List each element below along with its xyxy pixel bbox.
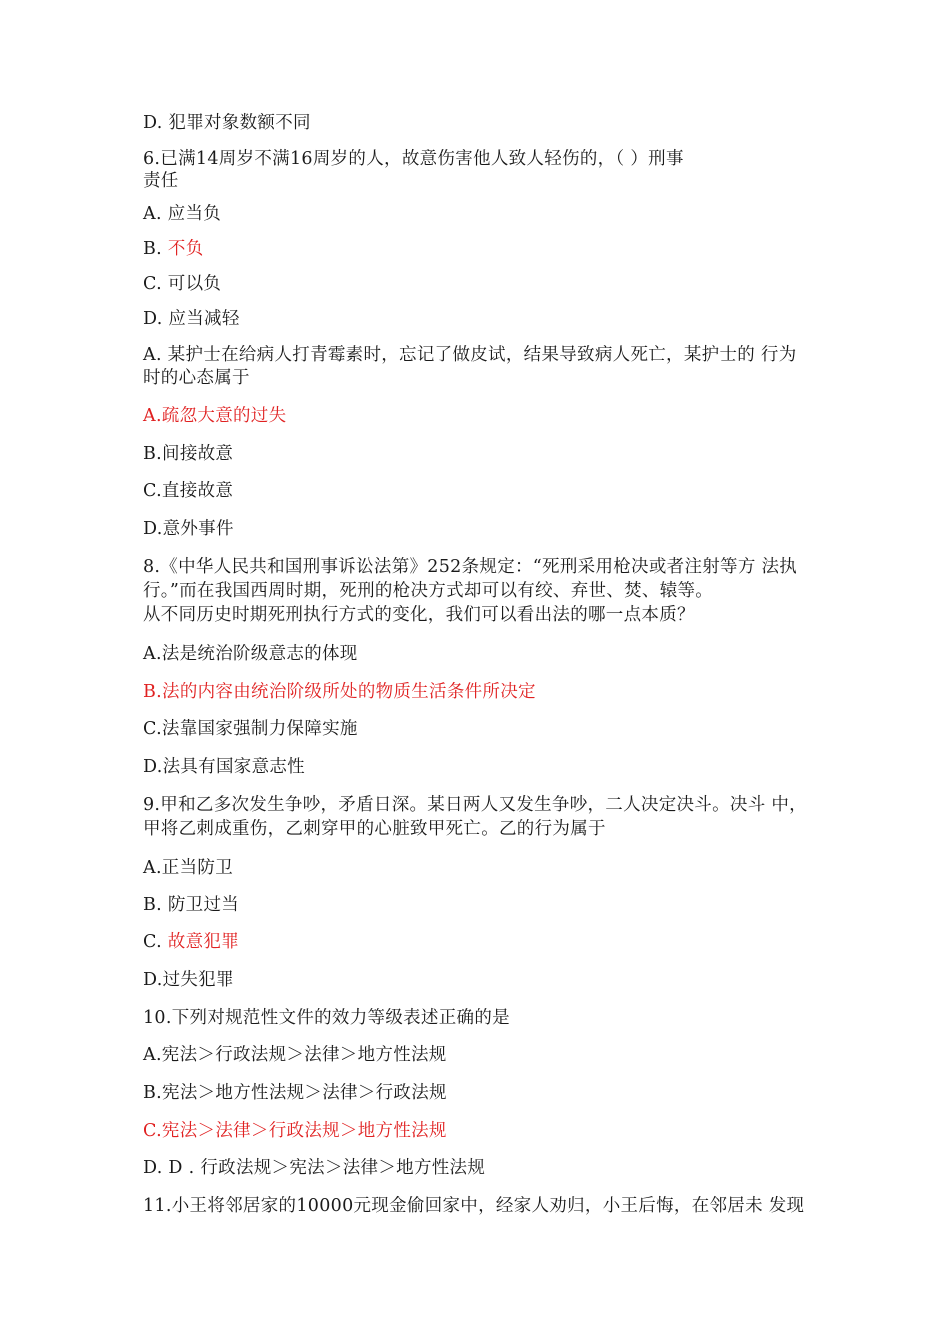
option-d-q9: D.过失犯罪 xyxy=(143,970,234,990)
option-b-q7: B.间接故意 xyxy=(143,444,234,464)
question-7-cont: 时的心态属于 xyxy=(143,368,250,388)
question-6-cont: 责任 xyxy=(143,171,179,191)
question-7: A. 某护士在给病人打青霉素时，忘记了做皮试，结果导致病人死亡，某护士的 行为 xyxy=(143,345,797,365)
option-d-q10: D. D . 行政法规＞宪法＞法律＞地方性法规 xyxy=(143,1158,486,1178)
question-8-cont-1: 行。”而在我国西周时期，死刑的枪决方式却可以有绞、弃世、焚、辕等。 xyxy=(143,581,714,601)
question-9-cont: 甲将乙刺成重伤，乙刺穿甲的心脏致甲死亡。乙的行为属于 xyxy=(143,819,606,839)
option-a-q9: A.正当防卫 xyxy=(143,858,234,878)
option-c-q9 xyxy=(143,930,239,954)
question-9: 9.甲和乙多次发生争吵，矛盾日深。某日两人又发生争吵，二人决定决斗。决斗 中， xyxy=(143,795,807,815)
option-a-q6: A. 应当负 xyxy=(143,204,222,224)
option-b-q6-answer: 不负 xyxy=(167,239,204,259)
option-d-q6: D. 应当减轻 xyxy=(143,309,240,329)
option-c-q9-label: C. xyxy=(143,932,168,952)
option-b-q8-answer: B.法的内容由统治阶级所处的物质生活条件所决定 xyxy=(143,682,536,702)
question-8-cont-2: 从不同历史时期死刑执行方式的变化，我们可以看出法的哪一点本质？ xyxy=(143,605,695,625)
question-8: 8.《中华人民共和国刑事诉讼法第》252条规定：“死刑采用枪决或者注射等方 法执 xyxy=(143,557,798,577)
option-c-q8: C.法靠国家强制力保障实施 xyxy=(143,719,358,739)
option-a-q10: A.宪法＞行政法规＞法律＞地方性法规 xyxy=(143,1045,447,1065)
option-b-q6-label: B. xyxy=(143,239,168,259)
question-11: 11.小王将邻居家的10000元现金偷回家中，经家人劝归，小王后悔，在邻居未 发现 xyxy=(143,1196,805,1216)
option-c-q10-answer: C.宪法＞法律＞行政法规＞地方性法规 xyxy=(143,1121,447,1141)
option-b-q6 xyxy=(143,237,204,261)
option-c-q9-answer: 故意犯罪 xyxy=(167,932,239,952)
option-b-q9: B. 防卫过当 xyxy=(143,895,240,915)
question-10: 10.下列对规范性文件的效力等级表述正确的是 xyxy=(143,1008,510,1028)
option-d-q8: D.法具有国家意志性 xyxy=(143,757,305,777)
option-c-q6: C. 可以负 xyxy=(143,274,222,294)
option-b-q10: B.宪法＞地方性法规＞法律＞行政法规 xyxy=(143,1083,447,1103)
option-d-q7: D.意外事件 xyxy=(143,519,234,539)
option-d-q5: D. 犯罪对象数额不同 xyxy=(143,113,311,133)
option-c-q7: C.直接故意 xyxy=(143,481,234,501)
option-a-q8: A.法是统治阶级意志的体现 xyxy=(143,644,358,664)
question-6: 6.已满14周岁不满16周岁的人，故意伤害他人致人轻伤的，（ ）刑事 xyxy=(143,149,684,169)
option-a-q7-answer: A.疏忽大意的过失 xyxy=(143,406,287,426)
